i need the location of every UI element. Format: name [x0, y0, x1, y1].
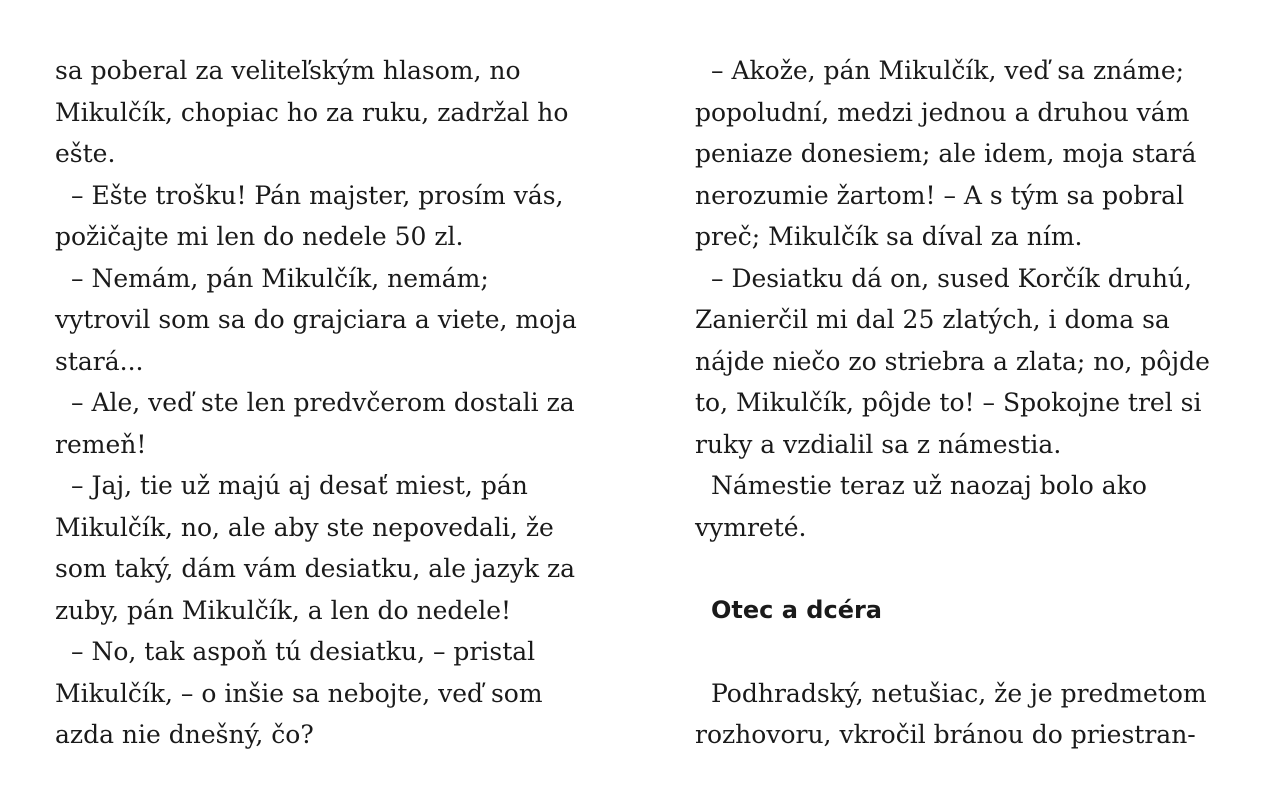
text-line: Mikulčík, chopiac ho za ruku, zadržal ho [55, 97, 569, 127]
text-line: azda nie dnešný, čo? [55, 720, 314, 749]
text-line: vytrovil som sa do grajciara a viete, moja [55, 305, 577, 334]
text-line: ruky a vzdialil sa z námestia. [695, 429, 1062, 459]
right-text-column [695, 50, 1225, 756]
text-line: ešte. [55, 139, 116, 168]
blank-line [695, 548, 1225, 590]
text-line: Podhradský, netušiac, že je predmetom [711, 678, 1207, 708]
text-line: Mikulčík, – o inšie sa nebojte, veď som [55, 678, 543, 708]
text-line: – Ale, veď ste len predvčerom dostali za [71, 388, 575, 417]
text-line: popoludní, medzi jednou a druhou vám [695, 97, 1190, 127]
text-line: Námestie teraz už naozaj bolo ako [711, 471, 1147, 500]
text-line: – Ešte trošku! Pán majster, prosím vás, [71, 180, 564, 210]
text-line: zuby, pán Mikulčík, a len do nedele! [55, 595, 512, 625]
text-line: nerozumie žartom! – A s tým sa pobral [695, 180, 1185, 210]
text-line: rozhovoru, vkročil bránou do priestran- [695, 720, 1196, 749]
text-line: Zanierčil mi dal 25 zlatých, i doma sa [695, 305, 1170, 334]
text-line: peniaze donesiem; ale idem, moja stará [695, 139, 1197, 168]
text-line: – Nemám, pán Mikulčík, nemám; [71, 263, 489, 293]
text-line: vymreté. [695, 512, 807, 542]
text-line: nájde niečo zo striebra a zlata; no, pôjde [695, 346, 1210, 376]
text-line: – No, tak aspoň tú desiatku, – pristal [71, 637, 536, 666]
text-line: sa poberal za veliteľským hlasom, no [55, 56, 521, 85]
blank-line [695, 631, 1225, 673]
left-text-column [55, 50, 585, 756]
text-line: požičajte mi len do nedele 50 zl. [55, 222, 464, 251]
text-line: Mikulčík, no, ale aby ste nepovedali, že [55, 512, 554, 542]
text-line: – Jaj, tie už majú aj desať miest, pán [71, 471, 528, 500]
text-line: to, Mikulčík, pôjde to! – Spokojne trel si [695, 388, 1202, 417]
text-line: – Akože, pán Mikulčík, veď sa známe; [711, 56, 1185, 85]
text-line: – Desiatku dá on, sused Korčík druhú, [711, 263, 1192, 293]
text-line: stará... [55, 346, 144, 376]
text-line: preč; Mikulčík sa díval za ním. [695, 222, 1083, 251]
text-line: remeň! [55, 429, 147, 459]
text-line: som taký, dám vám desiatku, ale jazyk za [55, 554, 576, 583]
chapter-heading: Otec a dcéra [711, 595, 882, 624]
